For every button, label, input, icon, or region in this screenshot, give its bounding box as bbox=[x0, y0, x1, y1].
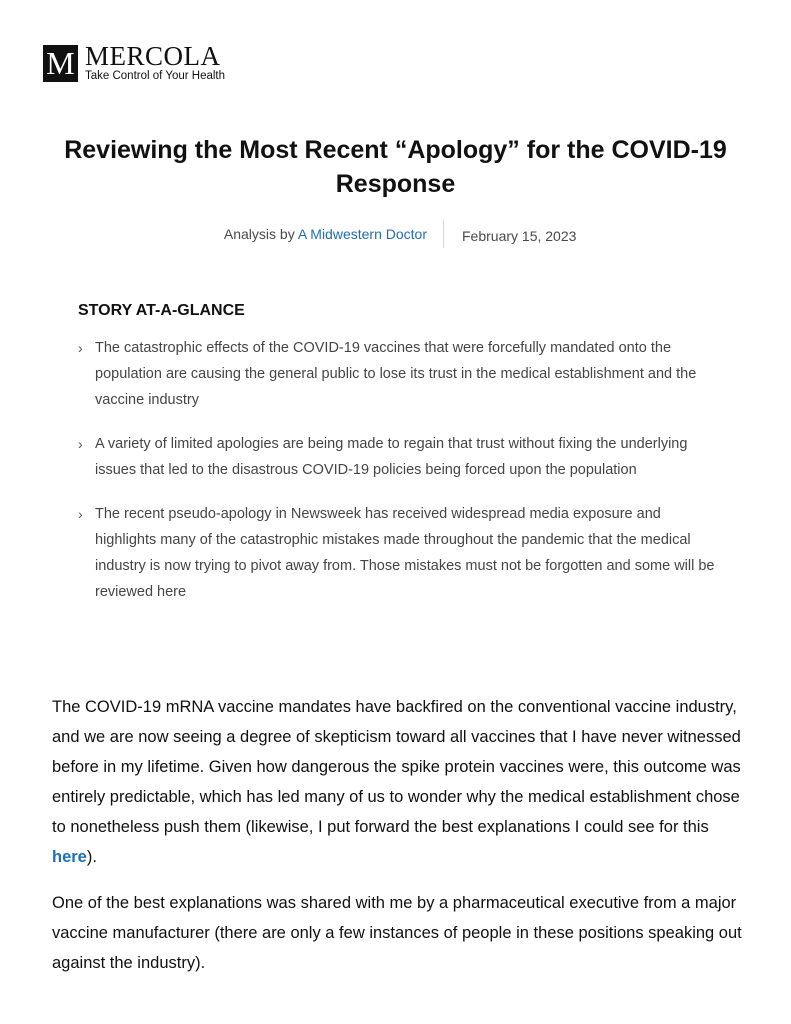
publish-date: February 15, 2023 bbox=[462, 228, 577, 244]
body-paragraph-1 bbox=[52, 692, 742, 872]
glance-item-text: A variety of limited apologies are being made to regain that trust without fixing the underlying issues that led to the disastrous COVID-19 policies being forced upon the population bbox=[95, 436, 688, 478]
glance-item-text: The recent pseudo-apology in Newsweek has received widespread media exposure and highlights many of the catastrophic mistakes made throughout the pandemic that the medical industry is now trying to pivot away from. Those mistakes must not be forgotten and some will be reviewed here bbox=[95, 506, 715, 600]
body-paragraph-2: One of the best explanations was shared with me by a pharmaceutical executive from a major vaccine manufacturer (there are only a few instances of people in these positions speaking out against the industry). bbox=[52, 894, 742, 972]
glance-item-text: The catastrophic effects of the COVID-19 vaccines that were forcefully mandated onto the population are causing the general public to lose its trust in the medical establishment and the vaccine industry bbox=[95, 340, 697, 408]
glance-item bbox=[78, 501, 718, 605]
byline-divider bbox=[443, 220, 444, 248]
chevron-right-icon: › bbox=[78, 506, 83, 522]
byline bbox=[0, 220, 791, 250]
brand-tagline: Take Control of Your Health bbox=[85, 70, 226, 82]
here-link[interactable]: here bbox=[52, 848, 87, 866]
story-at-a-glance-heading: STORY AT-A-GLANCE bbox=[78, 302, 245, 319]
mercola-logo[interactable] bbox=[43, 43, 225, 83]
article-title: Reviewing the Most Recent “Apology” for the COVID-19 Response bbox=[64, 136, 727, 198]
logo-text bbox=[85, 43, 225, 83]
author-link[interactable]: A Midwestern Doctor bbox=[297, 226, 427, 242]
byline-prefix: Analysis by bbox=[223, 226, 295, 242]
paragraph-end: ). bbox=[86, 848, 97, 866]
chevron-right-icon: › bbox=[78, 436, 83, 452]
glance-item bbox=[78, 431, 718, 483]
story-at-a-glance-list bbox=[78, 335, 718, 623]
byline-author-block bbox=[224, 226, 427, 242]
paragraph-text: The COVID-19 mRNA vaccine mandates have backfired on the conventional vaccine industry, and we are now seeing a degree of skepticism toward all vaccines that I have never witnessed before in my lifetime. Given how dangerous the spike protein vaccines were, this outcome was entirely predictable, which has led many of us to wonder why the medical establishment chose to nonetheless push them (likewise, I put forward the best explanations I could see for this bbox=[52, 698, 741, 836]
glance-item bbox=[78, 335, 718, 413]
chevron-right-icon: › bbox=[78, 340, 83, 356]
brand-name: MERCOLA bbox=[85, 41, 221, 71]
logo-mark: M bbox=[43, 45, 78, 82]
